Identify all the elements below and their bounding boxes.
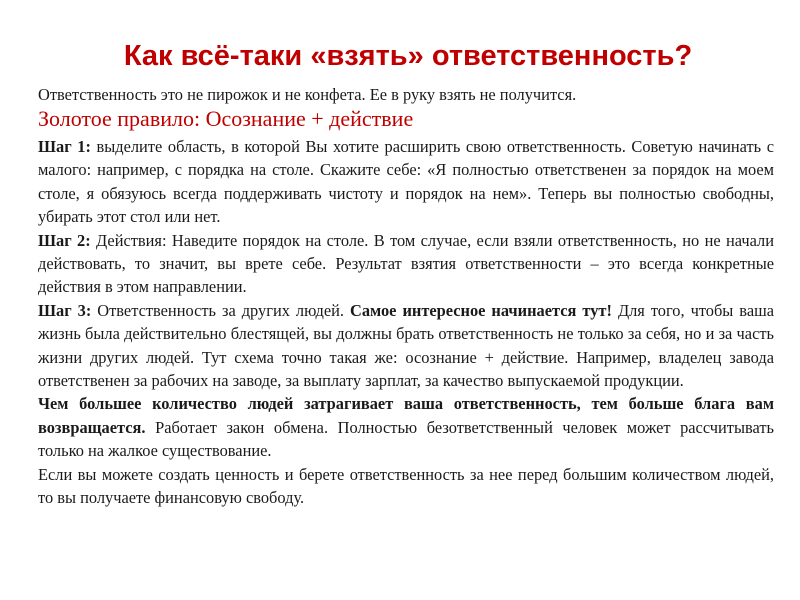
intro-text: Ответственность это не пирожок и не конфета. Ее в руку взять не получится. xyxy=(38,85,577,104)
step-1-text: выделите область, в которой Вы хотите расширить свою ответственность. Советую начинать с малого: например, с порядка на столе. Скажите себе: «Я полностью ответственен за порядок на моем столе, я обязуюсь всегда поддерживать чистоту и порядок на нем». Теперь вы полностью свободны, убирать этот стол или нет. xyxy=(38,137,774,227)
step-1-label: Шаг 1: xyxy=(38,137,91,156)
step-3-label: Шаг 3: xyxy=(38,300,92,320)
freedom-paragraph: Если вы можете создать ценность и берете ответственность за нее перед большим количеством людей, то вы получаете финансовую свободу. xyxy=(38,464,774,508)
step-2-paragraph xyxy=(38,229,774,299)
step-3-paragraph xyxy=(38,299,774,393)
step-1-paragraph xyxy=(38,135,774,229)
slide-title: Как всё-таки «взять» ответственность? xyxy=(123,40,693,72)
exchange-paragraph xyxy=(38,392,774,462)
step-2-label: Шаг 2: xyxy=(38,230,91,250)
step-3-bold-phrase: Самое интересное начинается тут! xyxy=(350,300,612,320)
exchange-text: Работает закон обмена. Полностью безответственный человек может рассчитывать только на жалкое существование. xyxy=(38,417,774,461)
exchange-bold-text: Чем большее количество людей затрагивает ваша ответственность, тем больше блага вам возвращается. xyxy=(38,394,774,437)
step-2-text: Действия: Наведите порядок на столе. В том случае, если взяли ответственность, но не начали действовать, то значит, вы врете себе. Результат взятия ответственности – это всегда конкретные действия в этом направлении. xyxy=(38,230,775,297)
golden-rule-heading: Золотое правило: Осознание + действие xyxy=(38,106,414,131)
step-3-text-b: Для того, чтобы ваша жизнь была действительно блестящей, вы должны брать ответственность не только за себя, но и за часть жизни других людей. Тут схема точно такая же: осознание + действие. Например, владелец завода ответственен за рабочих на заводе, за выплату зарплат, за качество выпускаемой продукции. xyxy=(38,300,775,391)
step-3-text-a: Ответственность за других людей. xyxy=(91,300,350,320)
